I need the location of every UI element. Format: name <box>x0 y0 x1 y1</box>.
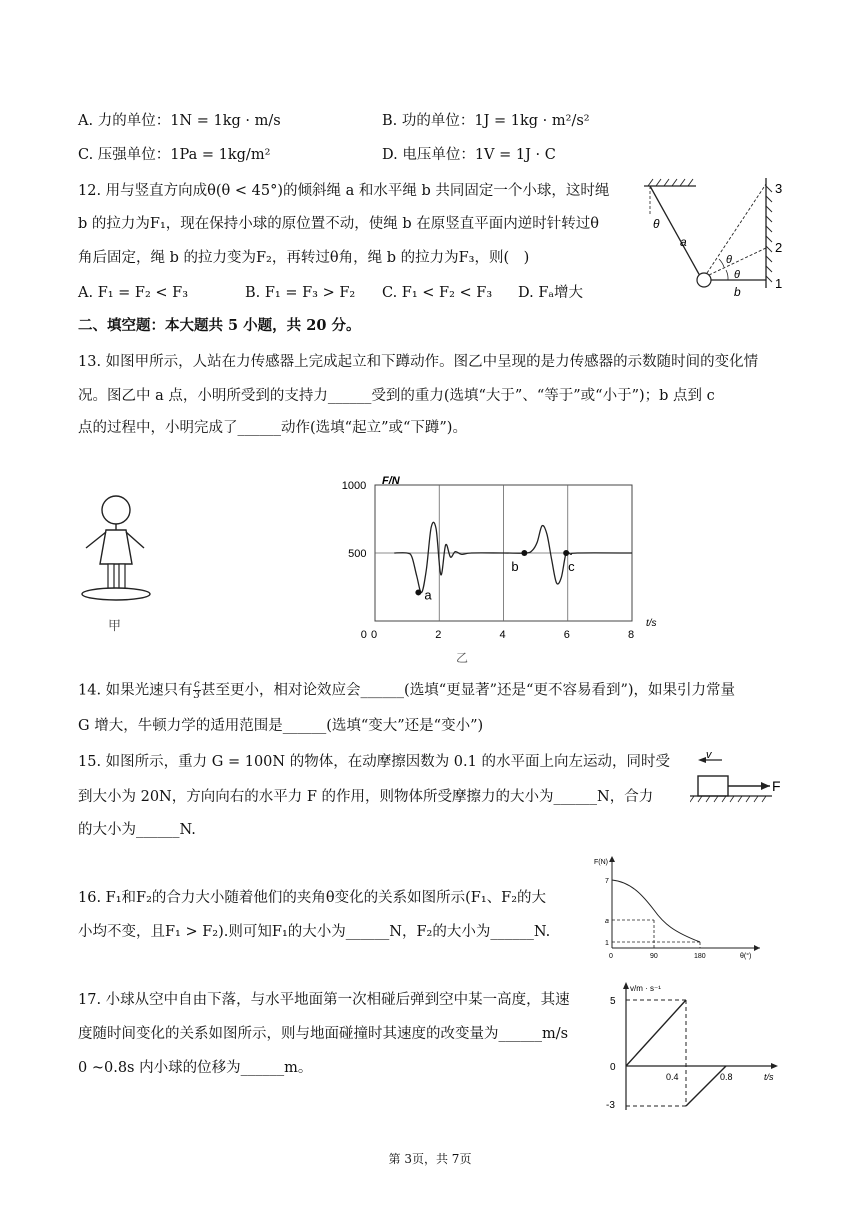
q16-line-2: 小均不变，且F₁ > F₂).则可知F₁的大小为______N，F₂的大小为______N. <box>78 924 551 940</box>
q15-line-3: 的大小为______N. <box>78 822 196 838</box>
y-tick-label: 0 <box>360 629 367 641</box>
x-tick-label: 0 <box>371 629 378 641</box>
position-2-label: 2 <box>775 240 783 255</box>
force-time-chart <box>330 448 670 670</box>
q12-line-2: b 的拉力为F₁，现在保持小球的原位置不动，使绳 b 在原竖直平面内逆时针转过θ <box>78 216 599 232</box>
rope-b-label: b <box>734 285 741 299</box>
f17-x-label: t/s <box>764 1072 774 1082</box>
point-label-a: a <box>424 587 432 603</box>
y-tick-label: 1000 <box>341 480 367 492</box>
f17-x-tick-0-4: 0.4 <box>666 1072 679 1082</box>
block-force-figure <box>690 750 790 810</box>
q15-line-2: 到大小为 20N，方向向右的水平力 F 的作用，则物体所受摩擦力的大小为______N，合力 <box>78 789 654 805</box>
q12-option-a: A. F₁ = F₂ < F₃ <box>78 285 189 301</box>
q14-text-pre: 14. 如果光速只有 <box>78 682 193 699</box>
f16-x-label: θ(°) <box>740 953 752 960</box>
block <box>698 776 728 796</box>
q13-line-3: 点的过程中，小明完成了______动作(选填“起立”或“下蹲”)。 <box>78 420 467 436</box>
x-tick-label: 4 <box>499 629 506 641</box>
velocity-time-chart <box>600 980 790 1112</box>
y-axis-label: F/N <box>382 475 400 487</box>
point-c <box>563 550 569 556</box>
q17-line-2: 度随时间变化的关系如图所示，则与地面碰撞时其速度的改变量为______m/s <box>78 1026 569 1042</box>
rope-a-label: a <box>680 235 687 249</box>
q12-line-3: 角后固定，绳 b 的拉力变为F₂，再转过θ角，绳 b 的拉力为F₃，则( ) <box>78 250 530 266</box>
q17-line-3: 0 ~0.8s 内小球的位移为______m。 <box>78 1060 313 1076</box>
force-curve <box>394 522 632 592</box>
f16-x-tick-180: 180 <box>694 953 706 960</box>
f17-y-label: v/m · s⁻¹ <box>630 984 661 993</box>
q11-option-b: B. 功的单位：1J = 1kg · m²/s² <box>382 113 590 129</box>
q13-line-2: 况。图乙中 a 点，小明所受到的支持力______受到的重力(选填“大于”、“等于”或“小于”)；b 点到 c <box>78 388 715 404</box>
figure-yi-caption: 乙 <box>456 651 469 665</box>
f17-y-tick-0: 0 <box>610 1062 616 1073</box>
point-b <box>521 550 527 556</box>
q11-option-a: A. 力的单位：1N = 1kg · m/s <box>78 113 281 129</box>
x-tick-label: 6 <box>563 629 570 641</box>
y-tick-label: 500 <box>348 548 367 560</box>
x-tick-label: 2 <box>435 629 442 641</box>
velocity-label: v <box>706 750 712 761</box>
q12-option-d: D. Fₐ增大 <box>518 285 583 301</box>
theta-label-1: θ <box>734 269 740 281</box>
position-1-label: 1 <box>775 276 783 291</box>
page-footer: 第 3页，共 7页 <box>388 1152 472 1166</box>
theta-label-top: θ <box>653 217 660 231</box>
q14-line-1 <box>78 680 735 701</box>
q12-line-1: 12. 用与竖直方向成θ(θ < 45°)的倾斜绳 a 和水平绳 b 共同固定一个小球，这时绳 <box>78 183 610 199</box>
theta-label-2: θ <box>726 254 732 266</box>
q14-line-2: G 增大，牛顿力学的适用范围是______(选填“变大”还是“变小”) <box>78 718 484 734</box>
person-on-sensor-figure <box>78 488 158 638</box>
q13-line-1: 13. 如图甲所示，人站在力传感器上完成起立和下蹲动作。图乙中呈现的是力传感器的示数随时间的变化情 <box>78 354 759 370</box>
f17-y-tick-5: 5 <box>610 996 616 1007</box>
f16-y-label: F(N) <box>594 859 608 866</box>
figure-jia-caption: 甲 <box>108 618 122 633</box>
position-3-label: 3 <box>775 181 783 196</box>
x-tick-label: 8 <box>628 629 635 641</box>
f16-y-tick-7: 7 <box>605 878 609 885</box>
f17-y-tick-neg3: -3 <box>606 1100 615 1111</box>
f16-x-tick-90: 90 <box>650 953 658 960</box>
point-label-c: c <box>568 559 575 574</box>
f16-x-tick-0: 0 <box>609 953 613 960</box>
resultant-force-angle-chart <box>592 852 772 964</box>
f16-y-tick-1: 1 <box>605 940 609 947</box>
fraction-denominator: 3 <box>193 690 201 701</box>
point-label-b: b <box>511 559 519 574</box>
q11-option-d: D. 电压单位：1V = 1J · C <box>382 147 556 163</box>
q12-rope-figure <box>636 176 786 306</box>
f17-x-tick-0-8: 0.8 <box>720 1072 733 1082</box>
q12-option-b: B. F₁ = F₃ > F₂ <box>245 285 356 301</box>
x-axis-label: t/s <box>646 618 657 629</box>
c-over-3-fraction <box>193 680 201 701</box>
q17-line-1: 17. 小球从空中自由下落，与水平地面第一次相碰后弹到空中某一高度，其速 <box>78 992 570 1008</box>
q14-text-post: 甚至更小，相对论效应会______(选填“更显著”还是“更不容易看到”)，如果引力常量 <box>201 682 736 699</box>
q15-line-1: 15. 如图所示，重力 G = 100N 的物体，在动摩擦因数为 0.1 的水平面上向左运动，同时受 <box>78 754 670 770</box>
fraction-numerator: c <box>194 679 200 690</box>
q12-option-c: C. F₁ < F₂ < F₃ <box>382 285 493 301</box>
q11-option-c: C. 压强单位：1Pa = 1kg/m² <box>78 147 271 163</box>
point-a <box>415 589 421 595</box>
q16-line-1: 16. F₁和F₂的合力大小随着他们的夹角θ变化的关系如图所示(F₁、F₂的大 <box>78 890 547 906</box>
section-2-title: 二、填空题：本大题共 5 小题，共 20 分。 <box>78 317 361 334</box>
force-f-label: F <box>772 778 781 794</box>
f16-y-tick-a: a <box>605 918 609 925</box>
